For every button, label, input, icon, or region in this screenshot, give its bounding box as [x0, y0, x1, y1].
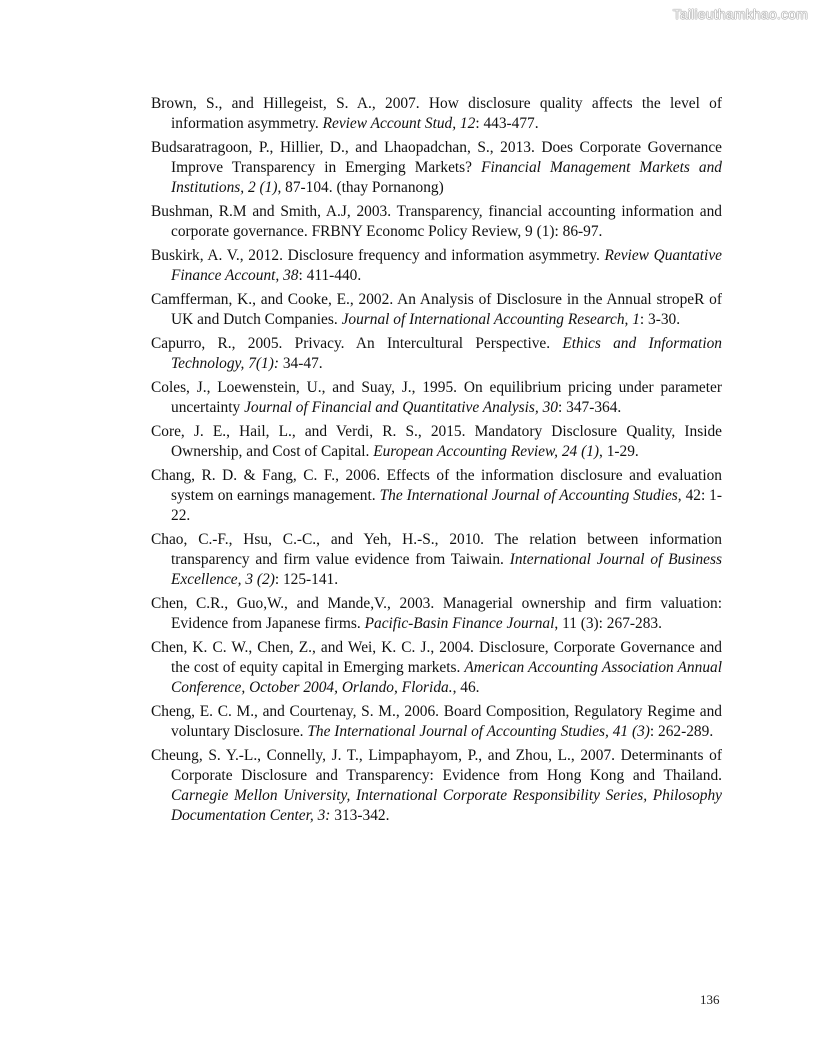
- reference-entry: [151, 378, 722, 418]
- reference-entry: [151, 290, 722, 330]
- reference-list: [151, 94, 722, 830]
- reference-text: Cheung, S. Y.-L., Connelly, J. T., Limpaphayom, P., and Zhou, L., 2007. Determinants of Corporate Disclosure and Transparency: Evidence from Hong Kong and Thailand.: [151, 747, 722, 784]
- reference-entry: [151, 334, 722, 374]
- reference-entry: [151, 422, 722, 462]
- reference-text: Cheng, E. C. M., and Courtenay, S. M., 2006. Board Composition, Regulatory Regime and voluntary Disclosure.: [151, 703, 722, 740]
- reference-text: Capurro, R., 2005. Privacy. An Intercultural Perspective.: [151, 335, 563, 352]
- reference-text: : 347-364.: [558, 399, 622, 416]
- reference-source: International Journal of Business Excellence, 3 (2): [171, 551, 722, 588]
- reference-text: : 3-30.: [639, 311, 681, 328]
- reference-text: : 411-440.: [298, 267, 362, 284]
- reference-source: Carnegie Mellon University, International Corporate Responsibility Series, Philosophy Documentation Center, 3:: [171, 787, 722, 824]
- reference-source: The International Journal of Accounting Studies, 41 (3): [307, 723, 650, 740]
- reference-text: Chen, C.R., Guo,W., and Mande,V., 2003. Managerial ownership and firm valuation: Evidence from Japanese firms.: [151, 595, 722, 632]
- reference-text: : 443-477.: [475, 115, 539, 132]
- reference-text: : 125-141.: [274, 571, 339, 588]
- reference-source: The International Journal of Accounting Studies: [379, 487, 678, 504]
- reference-text: Chao, C.-F., Hsu, C.-C., and Yeh, H.-S., 2010. The relation between information transparency and firm value evidence from Taiwain.: [151, 531, 722, 568]
- reference-text: Bushman, R.M and Smith, A.J, 2003. Transparency, financial accounting information and corporate governance. FRBNY Economc Policy Review, 9 (1): 86-97.: [151, 203, 722, 240]
- reference-source: Pacific-Basin Finance Journal: [364, 615, 555, 632]
- reference-source: American Accounting Association Annual Conference, October 2004, Orlando, Florida.: [171, 659, 722, 696]
- reference-text: Buskirk, A. V., 2012. Disclosure frequency and information asymmetry.: [151, 247, 605, 264]
- reference-entry: [151, 466, 722, 526]
- reference-text: Budsaratragoon, P., Hillier, D., and Lhaopadchan, S., 2013. Does Corporate Governance Improve Transparency in Emerging Markets?: [151, 139, 722, 176]
- reference-source: Financial Management Markets and Institutions, 2 (1): [171, 159, 722, 196]
- reference-text: Coles, J., Loewenstein, U., and Suay, J., 1995. On equilibrium pricing under parameter uncertainty: [151, 379, 722, 416]
- reference-source: Journal of International Accounting Research, 1: [341, 311, 640, 328]
- reference-entry: [151, 594, 722, 634]
- reference-entry: [151, 746, 722, 826]
- page-number: 136: [700, 992, 720, 1007]
- reference-entry: [151, 638, 722, 698]
- reference-entry: [151, 246, 722, 286]
- reference-text: , 42: 1-22.: [171, 487, 723, 524]
- reference-text: Chang, R. D. & Fang, C. F., 2006. Effects of the information disclosure and evaluation system on earnings management.: [151, 467, 722, 504]
- reference-text: 34-47.: [279, 355, 323, 372]
- reference-entry: [151, 702, 722, 742]
- reference-text: : 262-289.: [649, 723, 714, 740]
- reference-text: 313-342.: [330, 807, 390, 824]
- reference-text: , 87-104. (thay Pornanong): [277, 179, 444, 196]
- reference-entry: [151, 530, 722, 590]
- reference-source: European Accounting Review, 24 (1): [373, 443, 600, 460]
- reference-source: Journal of Financial and Quantitative Analysis, 30: [244, 399, 558, 416]
- reference-source: Review Account Stud, 12: [322, 115, 476, 132]
- reference-source: Ethics and Information Technology, 7(1):: [171, 335, 722, 372]
- reference-text: Core, J. E., Hail, L., and Verdi, R. S., 2015. Mandatory Disclosure Quality, Inside Ownership, and Cost of Capital.: [151, 423, 722, 460]
- reference-entry: [151, 138, 722, 198]
- reference-entry: [151, 202, 722, 242]
- reference-text: , 46.: [452, 679, 480, 696]
- watermark: Tailieuthamkhao.com: [672, 6, 808, 22]
- reference-entry: [151, 94, 722, 134]
- reference-text: , 1-29.: [599, 443, 639, 460]
- reference-text: , 11 (3): 267-283.: [554, 615, 662, 632]
- reference-text: Chen, K. C. W., Chen, Z., and Wei, K. C. J., 2004. Disclosure, Corporate Governance and the cost of equity capital in Emerging markets.: [151, 639, 722, 676]
- reference-text: Brown, S., and Hillegeist, S. A., 2007. How disclosure quality affects the level of information asymmetry.: [151, 95, 722, 132]
- reference-source: Review Quantative Finance Account, 38: [171, 247, 722, 284]
- reference-text: Camfferman, K., and Cooke, E., 2002. An Analysis of Disclosure in the Annual stropeR of UK and Dutch Companies.: [151, 291, 722, 328]
